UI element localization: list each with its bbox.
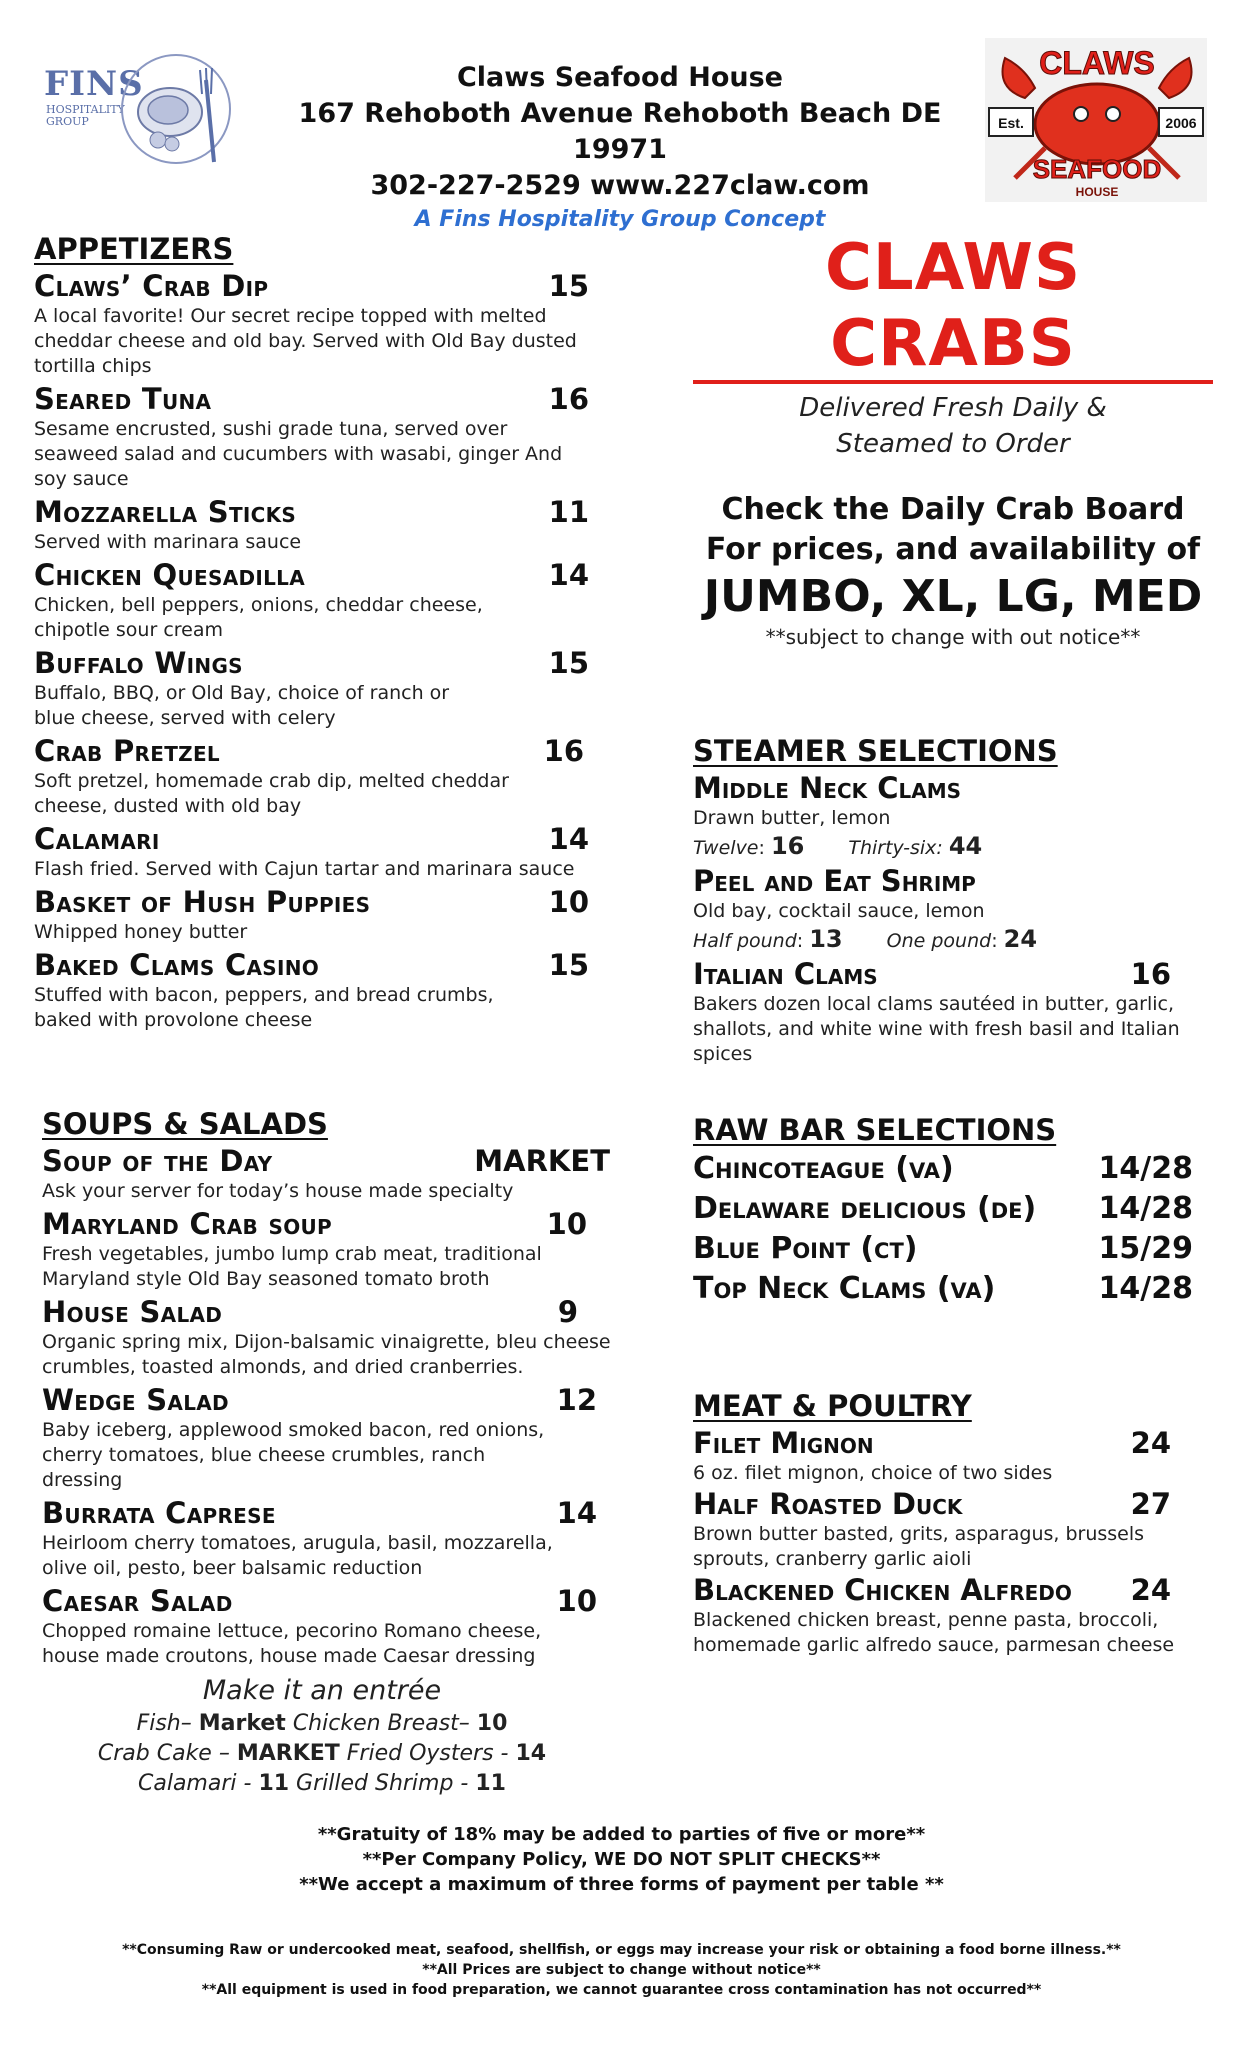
raw-bar-item: Blue Point (ct) 15/29	[693, 1231, 1193, 1266]
logo-seafood-text: SEAFOOD	[1032, 154, 1162, 184]
item-description: Chopped romaine lettuce, pecorino Romano cheese, house made croutons, house made Caesar dressing	[42, 1620, 542, 1667]
item-description: Whipped honey butter	[34, 921, 248, 943]
restaurant-header	[270, 60, 970, 236]
item-price: 11	[548, 495, 589, 529]
menu-item	[42, 1382, 642, 1493]
item-description: 6 oz. filet mignon, choice of two sides	[693, 1462, 1053, 1484]
menu-item	[693, 1486, 1213, 1572]
menu-item	[42, 1583, 642, 1669]
item-name: Mozzarella Sticks	[34, 495, 297, 529]
item-price: MARKET	[474, 1144, 610, 1178]
menu-item	[34, 381, 634, 492]
item-price: 16	[548, 382, 589, 416]
policy-notes	[0, 1822, 1243, 1897]
payment-note: **We accept a maximum of three forms of payment per table **	[299, 1874, 944, 1895]
item-name: Basket of Hush Puppies	[34, 885, 371, 919]
item-size-options: Twelve: 16 Thirty-six: 44	[693, 832, 983, 860]
menu-item	[34, 821, 634, 882]
item-name: Blackened Chicken Alfredo	[693, 1573, 1072, 1607]
item-description: Bakers dozen local clams sautéed in butter, garlic, shallots, and white wine with fresh basil and Italian spices	[693, 993, 1180, 1065]
item-price: 16	[1130, 957, 1171, 991]
item-name: Burrata Caprese	[42, 1496, 276, 1530]
logo-year-text: 2006	[1165, 115, 1197, 131]
item-description: Served with marinara sauce	[34, 531, 302, 553]
item-price: 15	[548, 646, 589, 680]
right-column	[693, 230, 1213, 1658]
crabs-delivered-note: Delivered Fresh Daily & Steamed to Order	[799, 393, 1107, 459]
item-price: 14	[556, 1496, 597, 1530]
item-description: Buffalo, BBQ, or Old Bay, choice of ranch or blue cheese, served with celery	[34, 682, 450, 729]
item-description: Old bay, cocktail sauce, lemon	[693, 900, 985, 922]
menu-item	[42, 1206, 642, 1292]
crab-board-note: Check the Daily Crab Board For prices, and availability of	[705, 492, 1201, 567]
item-name: Maryland Crab soup	[42, 1207, 332, 1241]
crab-subject-note: **subject to change with out notice**	[765, 625, 1141, 649]
entree-line: Calamari - 11 Grilled Shrimp - 11	[138, 1771, 506, 1796]
menu-item	[34, 494, 634, 555]
item-description: Blackened chicken breast, penne pasta, broccoli, homemade garlic alfredo sauce, parmesan cheese	[693, 1609, 1175, 1656]
item-name: House Salad	[42, 1295, 223, 1329]
menu-item	[42, 1143, 642, 1204]
item-price: 10	[548, 885, 589, 919]
item-price: 15	[548, 269, 589, 303]
item-name: Wedge Salad	[42, 1383, 229, 1417]
item-name: Chicken Quesadilla	[34, 558, 305, 592]
restaurant-name: Claws Seafood House	[456, 62, 783, 93]
menu-item	[34, 645, 634, 731]
item-name: Middle Neck Clams	[693, 771, 962, 805]
appetizers-heading: APPETIZERS	[34, 232, 234, 266]
item-description: Ask your server for today’s house made specialty	[42, 1180, 514, 1202]
cross-contamination-note: **All equipment is used in food preparation, we cannot guarantee cross contamination has not occurred**	[201, 1982, 1042, 1998]
item-description: Brown butter basted, grits, asparagus, brussels sprouts, cranberry garlic aioli	[693, 1523, 1145, 1570]
restaurant-concept: A Fins Hospitality Group Concept	[414, 207, 826, 232]
menu-item	[34, 557, 634, 643]
split-checks-note: **Per Company Policy, WE DO NOT SPLIT CHECKS**	[362, 1849, 881, 1870]
item-name: Italian Clams	[693, 957, 878, 991]
menu-item	[42, 1294, 642, 1380]
raw-food-warning: **Consuming Raw or undercooked meat, seafood, shellfish, or eggs may increase your risk or obtaining a food borne illness.**	[122, 1942, 1121, 1958]
entree-line: Crab Cake – MARKET Fried Oysters - 14	[97, 1741, 547, 1766]
item-name: Filet Mignon	[693, 1426, 874, 1460]
item-price: 24	[1130, 1573, 1171, 1607]
appetizers-section	[34, 230, 634, 1035]
item-price: 14	[548, 558, 589, 592]
fins-logo-subtitle: HOSPITALITY GROUP	[46, 103, 125, 128]
item-description: Chicken, bell peppers, onions, cheddar cheese, chipotle sour cream	[34, 594, 483, 641]
logo-est-text: Est.	[998, 115, 1024, 131]
logo-claws-text: CLAWS	[1039, 45, 1155, 81]
menu-item	[34, 884, 634, 945]
item-price: 16	[543, 734, 584, 768]
item-name: Peel and Eat Shrimp	[693, 864, 976, 898]
item-name: Buffalo Wings	[34, 646, 243, 680]
entree-line: Fish– Market Chicken Breast– 10	[136, 1711, 508, 1736]
item-price: 14	[548, 822, 589, 856]
restaurant-address: 167 Rehoboth Avenue Rehoboth Beach DE 19971	[298, 98, 942, 165]
item-price: 27	[1130, 1487, 1171, 1521]
item-description: Flash fried. Served with Cajun tartar and marinara sauce	[34, 858, 575, 880]
meat-poultry-heading: MEAT & POULTRY	[693, 1389, 972, 1423]
gratuity-note: **Gratuity of 18% may be added to parties of five or more**	[317, 1824, 926, 1845]
item-description: A local favorite! Our secret recipe topped with melted cheddar cheese and old bay. Served with Old Bay dusted tortilla chips	[34, 305, 577, 377]
item-price: 24	[1130, 1426, 1171, 1460]
fins-logo-word: FINS	[44, 64, 144, 104]
item-price: 10	[546, 1207, 587, 1241]
item-name: Seared Tuna	[34, 382, 212, 416]
item-description: Fresh vegetables, jumbo lump crab meat, traditional Maryland style Old Bay seasoned tomato broth	[42, 1243, 542, 1290]
item-name: Crab Pretzel	[34, 734, 220, 768]
menu-item	[693, 1572, 1213, 1658]
crab-sizes: JUMBO, XL, LG, MED	[703, 571, 1203, 622]
soups-salads-heading: SOUPS & SALADS	[42, 1107, 328, 1141]
menu-item	[34, 268, 634, 379]
item-name: Soup of the Day	[42, 1144, 273, 1178]
claws-crabs-title: CLAWS CRABS	[824, 231, 1082, 381]
price-change-note: **All Prices are subject to change without notice**	[422, 1962, 821, 1978]
logo-house-text: HOUSE	[1075, 185, 1119, 199]
item-name: Claws’ Crab Dip	[34, 269, 269, 303]
item-price: 10	[556, 1584, 597, 1618]
item-name: Half Roasted Duck	[693, 1487, 963, 1521]
item-name: Baked Clams Casino	[34, 948, 320, 982]
item-description: Drawn butter, lemon	[693, 807, 891, 829]
raw-bar-heading: RAW BAR SELECTIONS	[693, 1113, 1057, 1147]
item-description: Soft pretzel, homemade crab dip, melted cheddar cheese, dusted with old bay	[34, 770, 509, 817]
restaurant-contact: 302-227-2529 www.227claw.com	[370, 170, 870, 201]
item-size-options: Half pound: 13 One pound: 24	[693, 925, 1038, 953]
claws-seafood-logo	[985, 38, 1207, 202]
item-description: Stuffed with bacon, peppers, and bread crumbs, baked with provolone cheese	[34, 984, 494, 1031]
raw-bar-item: Delaware delicious (de) 14/28	[693, 1191, 1193, 1226]
item-name: Calamari	[34, 822, 160, 856]
item-description: Baby iceberg, applewood smoked bacon, red onions, cherry tomatoes, blue cheese crumbles, ranch dressing	[42, 1419, 545, 1491]
raw-bar-item: Top Neck Clams (va) 14/28	[693, 1271, 1193, 1306]
steamer-heading: STEAMER SELECTIONS	[693, 734, 1058, 768]
raw-bar-section	[693, 1111, 1213, 1309]
meat-poultry-section	[693, 1387, 1213, 1658]
menu-item	[34, 947, 634, 1033]
menu-item	[693, 863, 1213, 956]
menu-item	[693, 956, 1213, 1067]
menu-item	[693, 770, 1213, 863]
item-description: Organic spring mix, Dijon-balsamic vinaigrette, bleu cheese crumbles, toasted almonds, and dried cranberries.	[42, 1331, 611, 1378]
menu-item	[693, 1425, 1213, 1486]
fins-hospitality-logo	[38, 50, 238, 168]
item-price: 12	[556, 1383, 597, 1417]
make-it-entree	[42, 1673, 602, 1799]
item-price: 9	[557, 1295, 578, 1329]
entree-title: Make it an entrée	[202, 1675, 442, 1706]
item-description: Sesame encrusted, sushi grade tuna, served over seaweed salad and cucumbers with wasabi, ginger And soy sauce	[34, 418, 563, 490]
oyster-fork-icon	[118, 50, 238, 168]
soups-salads-section	[42, 1105, 642, 1799]
steamer-section	[693, 732, 1213, 1067]
menu-item	[34, 733, 634, 819]
raw-bar-item: Chincoteague (va) 14/28	[693, 1151, 1193, 1186]
item-description: Heirloom cherry tomatoes, arugula, basil, mozzarella, olive oil, pesto, beer balsamic reduction	[42, 1532, 553, 1579]
item-price: 15	[548, 948, 589, 982]
menu-item	[42, 1495, 642, 1581]
disclaimer-notes	[0, 1940, 1243, 2000]
item-name: Caesar Salad	[42, 1584, 233, 1618]
